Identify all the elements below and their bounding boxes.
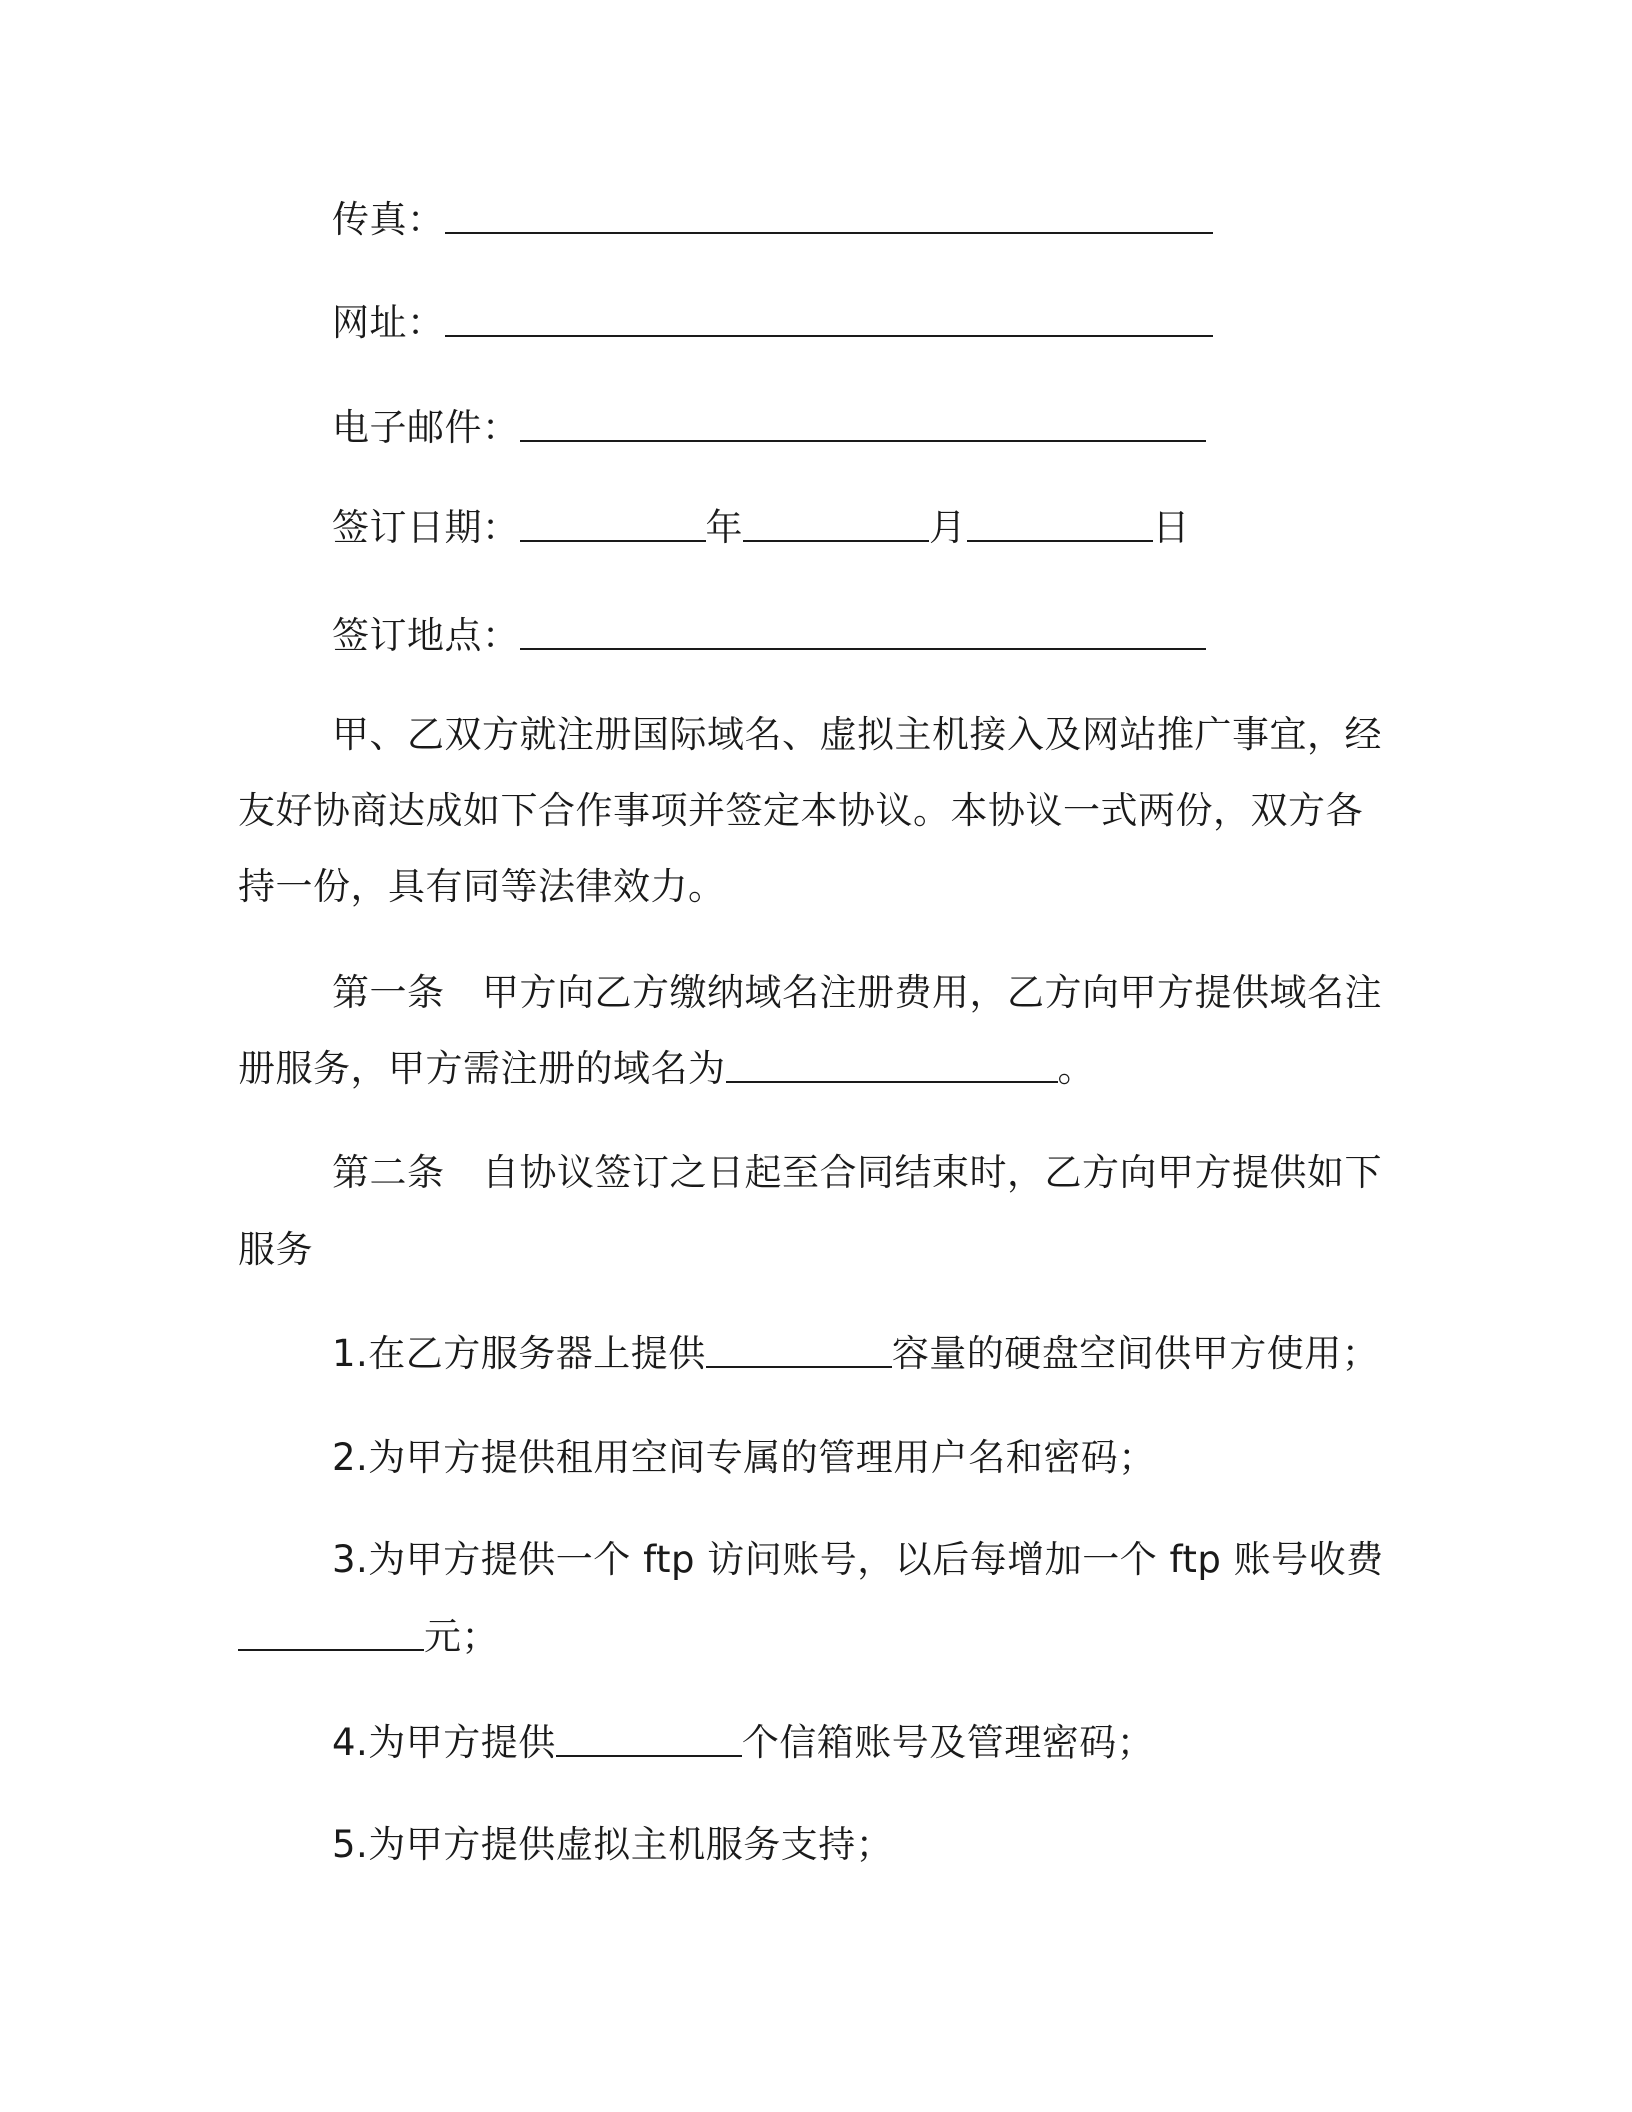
place-label: 签订地点： [332,614,520,657]
item-3-line-2 [238,1614,499,1660]
year-label: 年 [705,506,743,549]
website-label: 网址： [332,301,445,344]
ftp-fee-blank[interactable] [238,1617,424,1651]
intro-line-3: 持一份，具有同等法律效力。 [238,865,726,908]
place-field [332,613,1206,659]
item4-prefix: 4.为甲方提供 [332,1721,556,1764]
place-blank[interactable] [520,616,1206,650]
intro-line-2: 友好协商达成如下合作事项并签定本协议。本协议一式两份，双方各 [238,789,1363,832]
website-blank[interactable] [445,303,1213,337]
article1-line-1: 第一条 甲方向乙方缴纳域名注册费用，乙方向甲方提供域名注 [332,971,1382,1014]
disk-capacity-blank[interactable] [706,1334,892,1368]
item-4 [332,1720,1154,1766]
day-label: 日 [1152,506,1190,549]
item1-prefix: 1.在乙方服务器上提供 [332,1332,706,1375]
item-1 [332,1331,1379,1377]
mailbox-count-blank[interactable] [556,1723,742,1757]
website-field [332,300,1213,346]
fax-blank[interactable] [445,200,1213,234]
article2-line-1: 第二条 自协议签订之日起至合同结束时，乙方向甲方提供如下 [332,1151,1382,1194]
article1-line2-suffix: 。 [1057,1047,1095,1090]
email-field [332,405,1206,451]
month-label: 月 [929,506,967,549]
year-blank[interactable] [520,508,706,542]
fax-label: 传真： [332,198,445,241]
item-5: 5.为甲方提供虚拟主机服务支持； [332,1823,894,1866]
article1-line-2 [238,1046,1095,1092]
item3-line2-suffix: 元； [424,1615,499,1658]
intro-line-1: 甲、乙双方就注册国际域名、虚拟主机接入及网站推广事宜，经 [332,713,1382,756]
item4-suffix: 个信箱账号及管理密码； [741,1721,1155,1764]
day-blank[interactable] [967,508,1153,542]
item-3-line-1: 3.为甲方提供一个 ftp 访问账号，以后每增加一个 ftp 账号收费 [332,1538,1384,1581]
article2-line-2: 服务 [238,1228,313,1271]
article1-line2-prefix: 册服务，甲方需注册的域名为 [238,1047,726,1090]
month-blank[interactable] [743,508,929,542]
email-blank[interactable] [520,408,1206,442]
fax-field [332,197,1213,243]
date-field [332,505,1190,551]
email-label: 电子邮件： [332,406,520,449]
item-2: 2.为甲方提供租用空间专属的管理用户名和密码； [332,1436,1156,1479]
date-label: 签订日期： [332,506,520,549]
domain-blank[interactable] [726,1049,1058,1083]
item1-suffix: 容量的硬盘空间供甲方使用； [891,1332,1380,1375]
